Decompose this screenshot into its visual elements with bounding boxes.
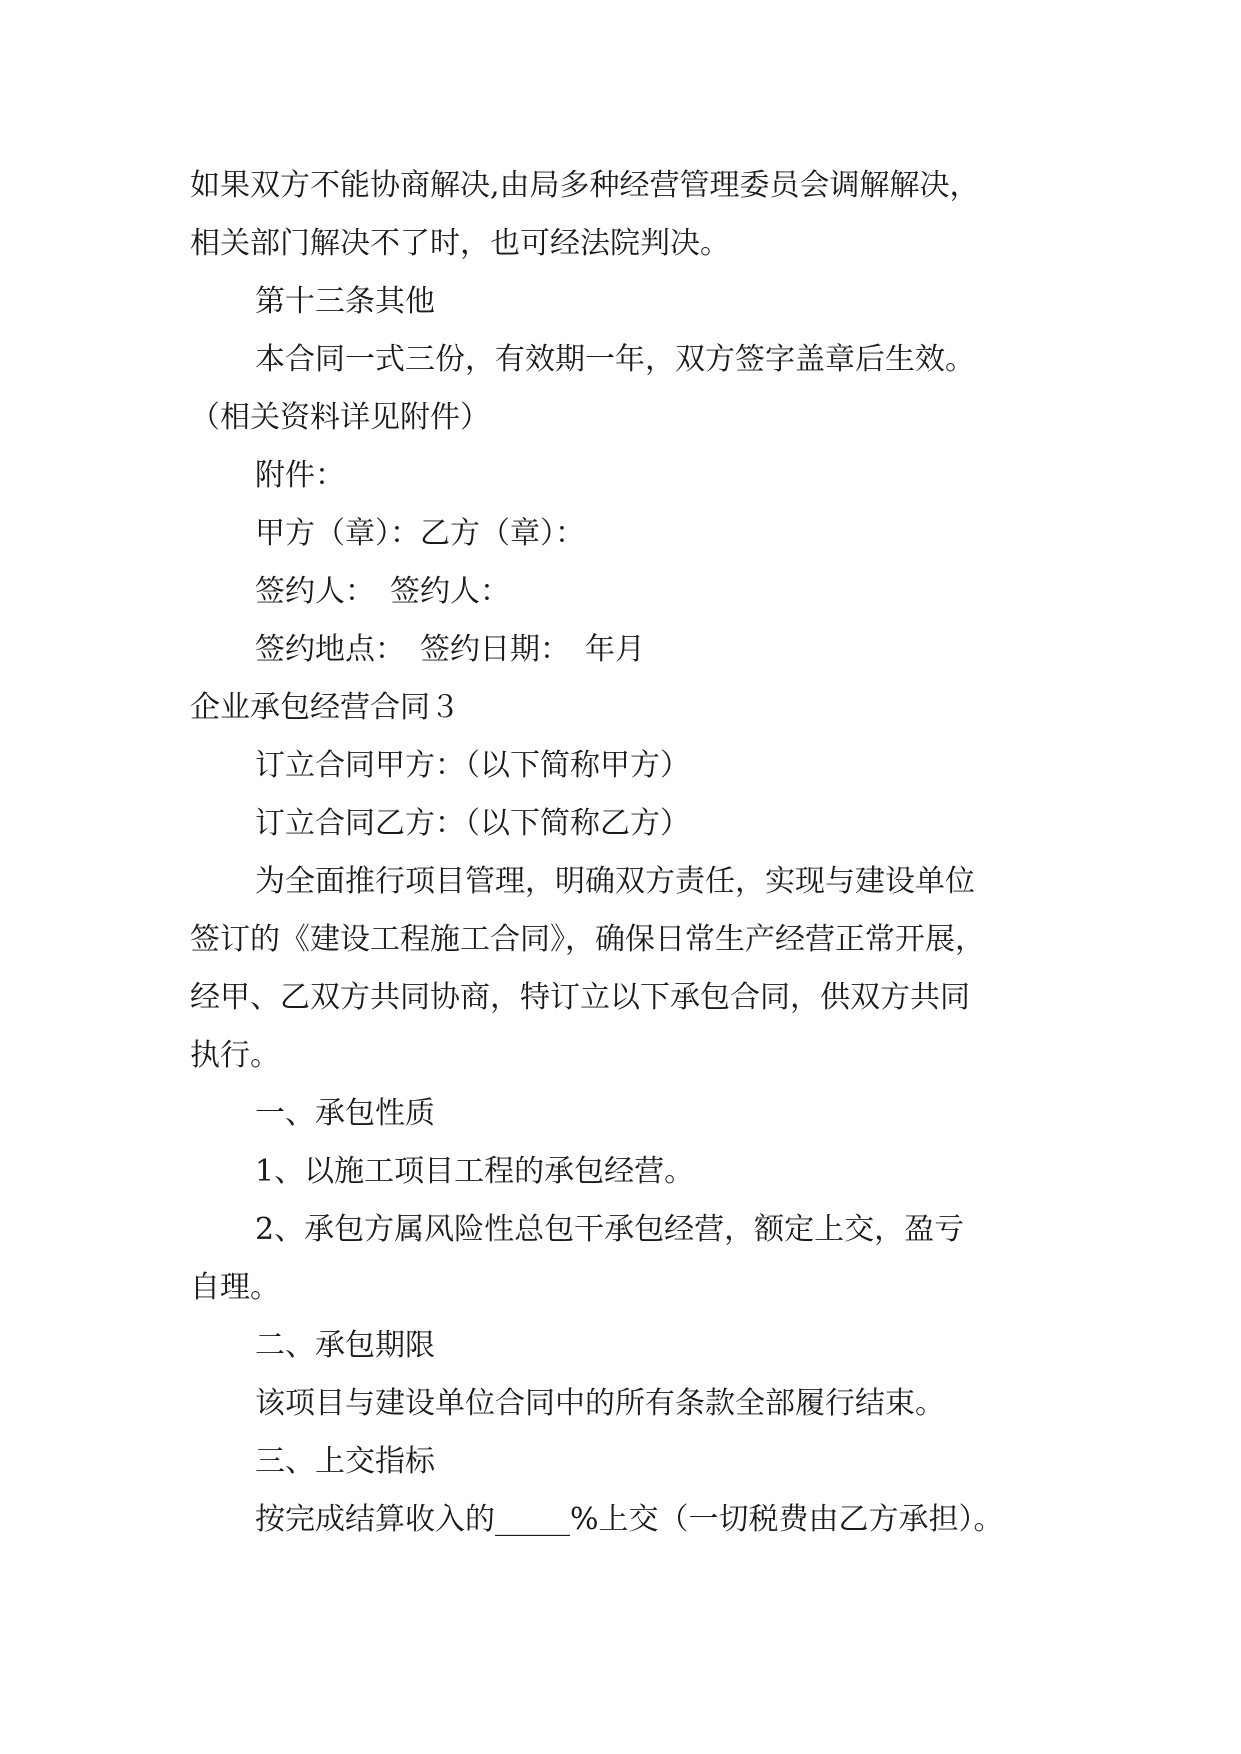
text-line: 该项目与建设单位合同中的所有条款全部履行结束。 xyxy=(255,1386,945,1421)
text-line: 1、以施工项目工程的承包经营。 xyxy=(255,1154,695,1189)
text-line: 签订的《建设工程施工合同》，确保日常生产经营正常开展， xyxy=(190,922,985,957)
text-line: （相关资料详见附件） xyxy=(190,400,490,435)
text-line: 订立合同乙方：（以下简称乙方） xyxy=(255,806,690,841)
document-title: 企业承包经营合同３ xyxy=(190,690,460,725)
text-line: 相关部门解决不了时，也可经法院判决。 xyxy=(190,226,730,261)
text-line: 本合同一式三份，有效期一年，双方签字盖章后生效。 xyxy=(255,342,975,377)
text-line: 2、承包方属风险性总包干承包经营，额定上交，盈亏 xyxy=(255,1212,965,1247)
section-heading: 一、承包性质 xyxy=(255,1096,435,1131)
section-heading: 三、上交指标 xyxy=(255,1444,435,1479)
text-line: 签约地点： 签约日期： 年月 xyxy=(255,632,645,667)
section-heading: 第十三条其他 xyxy=(255,284,435,319)
text-line: 执行。 xyxy=(190,1038,280,1073)
text-line: 附件： xyxy=(255,458,345,493)
text-line: 订立合同甲方：（以下简称甲方） xyxy=(255,748,690,783)
text-line: 按完成结算收入的_____%上交（一切税费由乙方承担）。 xyxy=(255,1502,1004,1537)
text-line: 为全面推行项目管理，明确双方责任，实现与建设单位 xyxy=(255,864,975,899)
section-heading: 二、承包期限 xyxy=(255,1328,435,1363)
text-line: 签约人： 签约人： xyxy=(255,574,510,609)
text-line: 自理。 xyxy=(190,1270,280,1305)
text-line: 甲方（章）：乙方（章）： xyxy=(255,516,585,551)
text-line: 经甲、乙双方共同协商，特订立以下承包合同，供双方共同 xyxy=(190,980,970,1015)
text-line: 如果双方不能协商解决,由局多种经营管理委员会调解解决， xyxy=(190,168,980,203)
